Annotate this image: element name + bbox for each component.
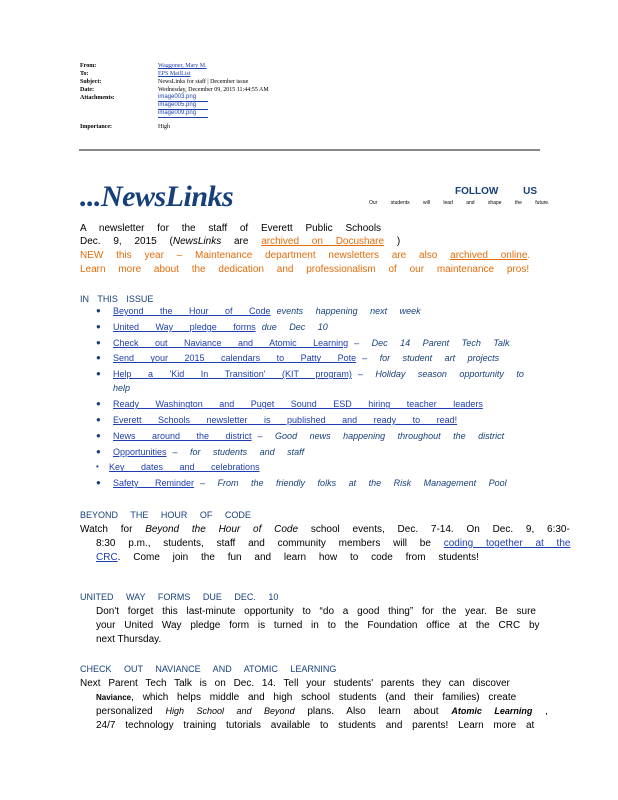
- bullet-icon: ●: [96, 414, 101, 424]
- code-para-line: [96, 552, 479, 563]
- new-end: .: [527, 250, 531, 261]
- naviance-para-line: [96, 692, 516, 703]
- united-heading: UNITED WAY FORMS DUE DEC. 10: [80, 592, 279, 602]
- from-label: From:: [80, 63, 97, 69]
- importance-label: Importance:: [80, 124, 112, 130]
- code-text: . Come join the fun and learn how to code from students!: [117, 552, 479, 563]
- code-para-line: [80, 524, 570, 535]
- bullet-icon: ●: [96, 430, 101, 440]
- issue-date: Dec. 9, 2015: [80, 236, 157, 247]
- toc-desc: – Holiday season opportunity to: [357, 369, 524, 380]
- subject-label: Subject:: [80, 79, 102, 85]
- toc-item: [96, 447, 526, 463]
- toc-desc: due Dec 10: [261, 321, 328, 332]
- archived-online-link[interactable]: archived online: [450, 250, 528, 261]
- united-para-line: Don't forget this last-minute opportunity to “do a good thing” for the year. Be sure: [96, 606, 536, 617]
- follow-us-link[interactable]: FOLLOW US: [455, 186, 537, 197]
- atomic-learning-name: Atomic Learning: [451, 706, 533, 716]
- naviance-name: Naviance: [96, 693, 132, 702]
- naviance-text: ,: [545, 706, 548, 717]
- toc-list: [96, 306, 526, 494]
- naviance-text: plans. Also learn about: [307, 706, 439, 717]
- from-value[interactable]: Waggoner, Mary M.: [158, 63, 207, 69]
- toc-link[interactable]: News around the district: [113, 430, 252, 441]
- naviance-heading: CHECK OUT NAVIANCE AND ATOMIC LEARNING: [80, 664, 337, 674]
- toc-link[interactable]: United Way pledge forms: [113, 321, 256, 332]
- in-this-issue-heading: IN THIS ISSUE: [80, 294, 154, 304]
- date-label: Date:: [80, 87, 94, 93]
- toc-link[interactable]: Help a 'Kid In Transition' (KIT program): [113, 369, 352, 380]
- bullet-icon: ●: [96, 369, 101, 379]
- toc-link[interactable]: Key dates and celebrations: [109, 462, 260, 473]
- bullet-icon: •: [96, 462, 99, 472]
- toc-item: [96, 431, 526, 447]
- toc-link[interactable]: Opportunities: [113, 446, 167, 457]
- toc-desc: events happening next week: [276, 306, 421, 316]
- toc-desc: – for students and staff: [172, 446, 305, 457]
- archived-docushare-link[interactable]: archived on Docushare: [261, 236, 385, 247]
- header-divider: [79, 149, 540, 151]
- toc-item: [96, 415, 526, 431]
- toc-item: [96, 399, 526, 415]
- bullet-icon: ●: [96, 353, 101, 363]
- attachments-list: [158, 94, 208, 118]
- paren-close: ): [396, 236, 401, 247]
- to-label: To:: [80, 71, 89, 77]
- code-para-line: [96, 538, 570, 549]
- naviance-para-line: 24/7 technology training tutorials available to students and parents! Learn more at: [96, 720, 535, 731]
- code-text: 8:30 p.m., students, staff and community members will be: [96, 538, 431, 549]
- new-text: NEW this year – Maintenance department newsletters are also: [80, 250, 438, 261]
- learn-more-line: Learn more about the dedication and professionalism of our maintenance pros!: [80, 264, 530, 275]
- toc-link[interactable]: Safety Reminder: [113, 478, 195, 489]
- toc-link[interactable]: Everett Schools newsletter is published and ready to read!: [113, 414, 458, 425]
- toc-desc: – Dec 14 Parent Tech Talk: [354, 337, 510, 348]
- toc-item: [96, 322, 526, 338]
- hsb-name: High School and Beyond: [165, 706, 295, 716]
- toc-desc-cont: help: [113, 383, 131, 394]
- naviance-para-line: [96, 706, 548, 717]
- attachment-link[interactable]: image009.png: [158, 110, 208, 118]
- bullet-icon: ●: [96, 337, 101, 347]
- toc-item: [96, 338, 526, 354]
- subject-value: NewsLinks for staff | December issue: [158, 79, 249, 85]
- archive-line: [80, 236, 400, 247]
- new-line: [80, 250, 530, 261]
- united-para-line: your United Way pledge form is turned in to the Foundation office at the CRC by: [96, 620, 540, 631]
- toc-item: [96, 462, 526, 478]
- intro-line: A newsletter for the staff of Everett Public Schools: [80, 223, 382, 234]
- toc-link[interactable]: Beyond the Hour of Code: [113, 306, 271, 316]
- newslinks-name: NewsLinks: [172, 236, 222, 247]
- date-value: Wednesday, December 09, 2015 11:44:55 AM: [158, 87, 269, 93]
- bullet-icon: ●: [96, 446, 101, 456]
- toc-item: [96, 369, 526, 399]
- united-para-line: next Thursday.: [96, 634, 162, 645]
- bullet-icon: ●: [96, 306, 101, 315]
- coding-crc-link[interactable]: coding together at the: [443, 538, 571, 549]
- naviance-text: , which helps middle and high school students (and their families) create: [131, 692, 517, 703]
- code-heading: BEYOND THE HOUR OF CODE: [80, 510, 251, 520]
- toc-desc: – Good news happening throughout the district: [257, 430, 505, 441]
- code-text: Watch for: [80, 524, 133, 535]
- bullet-icon: ●: [96, 478, 101, 488]
- newsletter-logo: ...NewsLinks: [80, 180, 234, 213]
- crc-link[interactable]: CRC: [96, 552, 118, 563]
- toc-desc: – for student art projects: [362, 353, 500, 364]
- paren-open: (: [169, 236, 173, 247]
- importance-value: High: [158, 124, 170, 130]
- bullet-icon: ●: [96, 321, 101, 331]
- bullet-icon: ●: [96, 399, 101, 409]
- naviance-text: personalized: [96, 706, 153, 717]
- toc-item: [96, 478, 526, 494]
- code-text: school events, Dec. 7-14. On Dec. 9, 6:30-: [310, 524, 570, 535]
- attachments-label: Attachments:: [80, 95, 115, 101]
- toc-link[interactable]: Ready Washington and Puget Sound ESD hiring teacher leaders: [113, 399, 483, 410]
- toc-desc: – From the friendly folks at the Risk Management Pool: [200, 478, 507, 489]
- toc-link[interactable]: Send your 2015 calendars to Patty Pote: [113, 353, 357, 364]
- toc-item: [96, 306, 526, 322]
- attachment-link[interactable]: image003.png: [158, 94, 208, 102]
- code-event-name: Beyond the Hour of Code: [145, 524, 299, 535]
- tagline: Our students will lead and shape the future.: [369, 200, 550, 206]
- toc-link[interactable]: Check out Naviance and Atomic Learning: [113, 337, 349, 348]
- are-text: are: [233, 236, 249, 247]
- to-value[interactable]: EPS MailList: [158, 71, 191, 77]
- attachment-link[interactable]: image005.png: [158, 102, 208, 110]
- email-header: [80, 62, 540, 131]
- toc-item: [96, 353, 526, 369]
- naviance-para-line: Next Parent Tech Talk is on Dec. 14. Tell your students' parents they can discover: [80, 678, 510, 689]
